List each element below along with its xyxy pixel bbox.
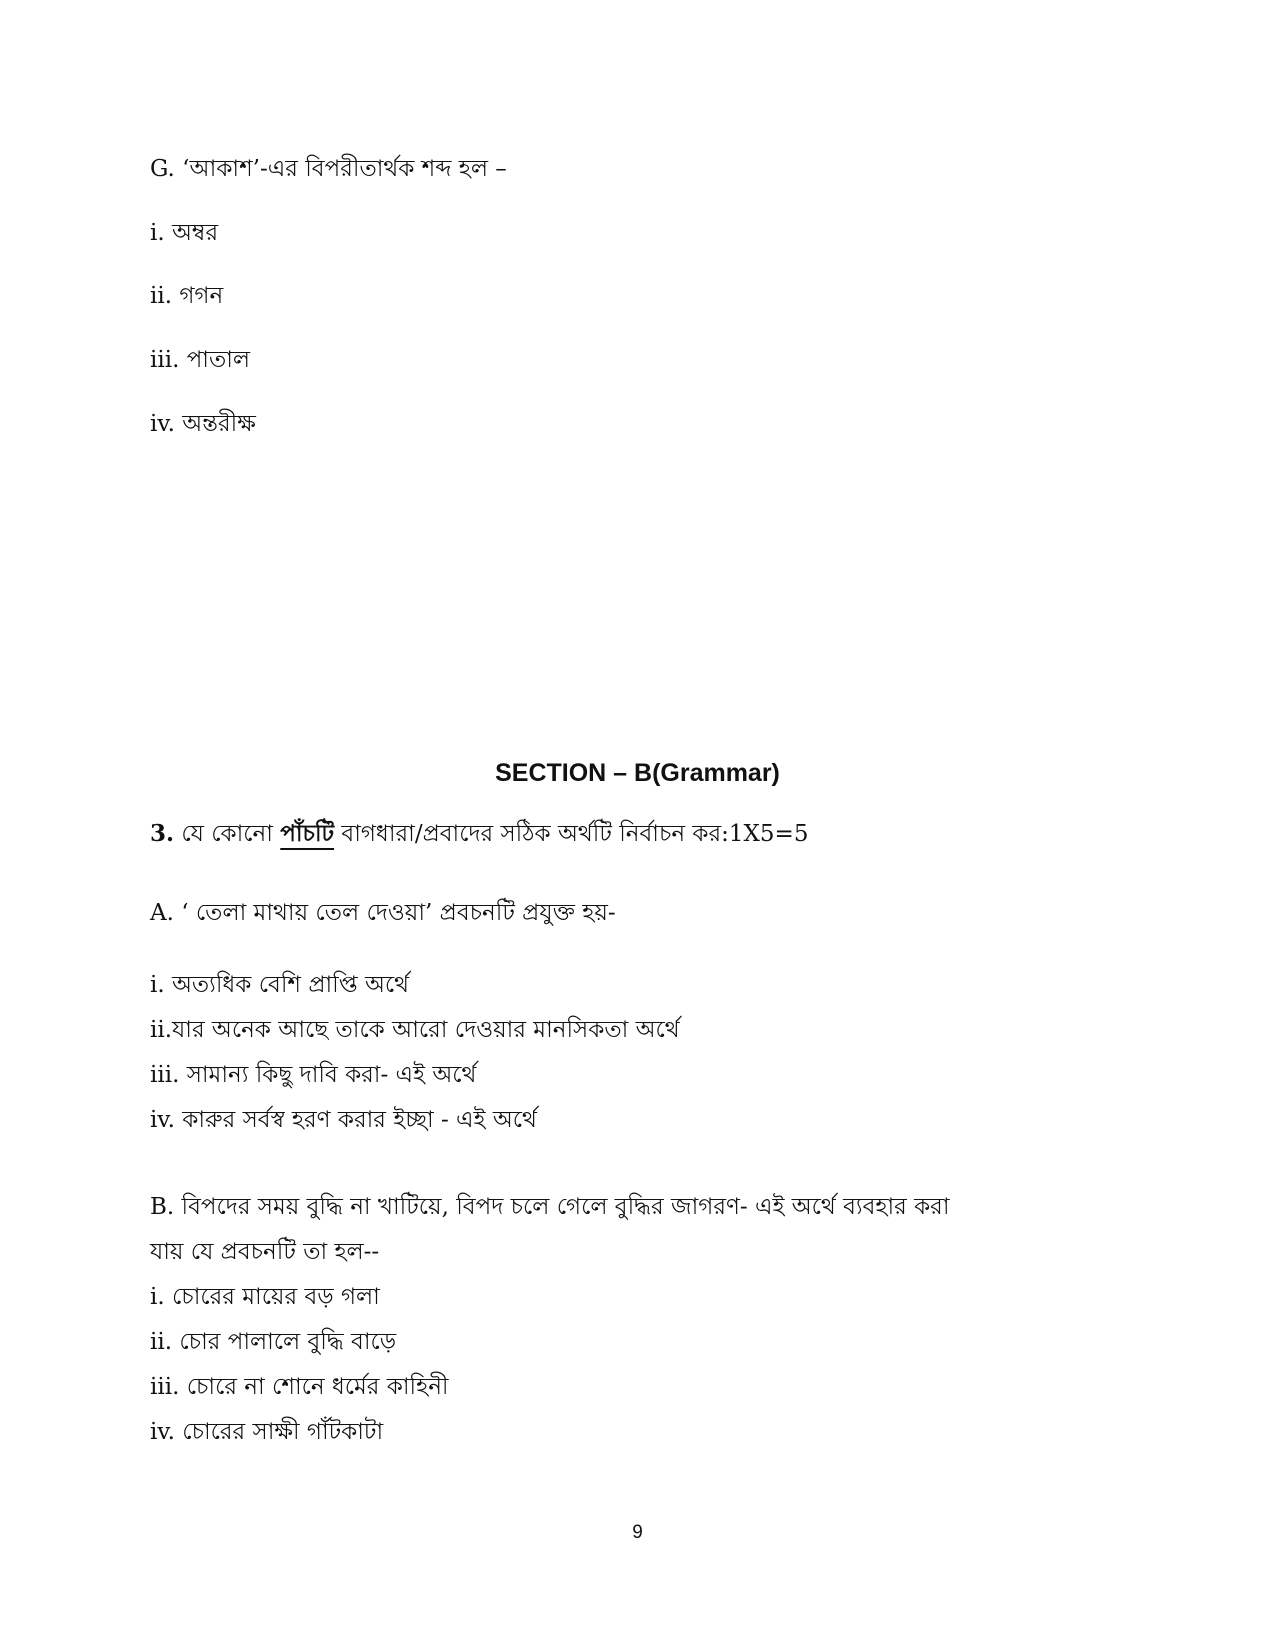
page-number: 9 bbox=[632, 1522, 643, 1543]
question-a-stem: A. ‘ তেলা মাথায় তেল দেওয়া’ প্রবচনটি প্রযুক্ত হয়- bbox=[150, 900, 616, 926]
question-3-text-after: বাগধারা/প্রবাদের সঠিক অর্থটি নির্বাচন কর:1X5=5 bbox=[334, 821, 809, 847]
question-3-instruction bbox=[150, 819, 808, 849]
question-b-option-1: i. চোরের মায়ের বড় গলা bbox=[150, 1284, 380, 1310]
question-g-option-4: iv. অন্তরীক্ষ bbox=[150, 411, 256, 437]
question-a-option-1: i. অত্যধিক বেশি প্রাপ্তি অর্থে bbox=[150, 972, 410, 998]
section-b-heading: SECTION – B(Grammar) bbox=[495, 759, 780, 787]
question-b-option-4: iv. চোরের সাক্ষী গাঁটকাটা bbox=[150, 1419, 384, 1445]
question-3-text-before: যে কোনো bbox=[174, 821, 281, 847]
question-3-emphasis: পাঁচটি bbox=[280, 820, 335, 847]
question-a-option-3: iii. সামান্য কিছু দাবি করা- এই অর্থে bbox=[150, 1062, 477, 1088]
question-g-option-1: i. অম্বর bbox=[150, 220, 219, 246]
question-a-option-4: iv. কারুর সর্বস্ব হরণ করার ইচ্ছা - এই অর্থে bbox=[150, 1107, 537, 1133]
question-a-option-2: ii.যার অনেক আছে তাকে আরো দেওয়ার মানসিকতা অর্থে bbox=[150, 1017, 680, 1043]
question-g-option-3: iii. পাতাল bbox=[150, 347, 251, 373]
question-b-option-2: ii. চোর পালালে বুদ্ধি বাড়ে bbox=[150, 1329, 397, 1355]
question-g-stem: G. ‘আকাশ’-এর বিপরীতার্থক শব্দ হল – bbox=[150, 156, 507, 182]
question-g-option-2: ii. গগন bbox=[150, 283, 224, 309]
question-b-stem-line-2: যায় যে প্রবচনটি তা হল-- bbox=[150, 1239, 380, 1265]
question-b-stem-line-1: B. বিপদের সময় বুদ্ধি না খাটিয়ে, বিপদ চলে গেলে বুদ্ধির জাগরণ- এই অর্থে ব্যবহার করা bbox=[150, 1194, 950, 1220]
question-3-number: 3. bbox=[150, 820, 175, 847]
question-b-option-3: iii. চোরে না শোনে ধর্মের কাহিনী bbox=[150, 1374, 449, 1400]
